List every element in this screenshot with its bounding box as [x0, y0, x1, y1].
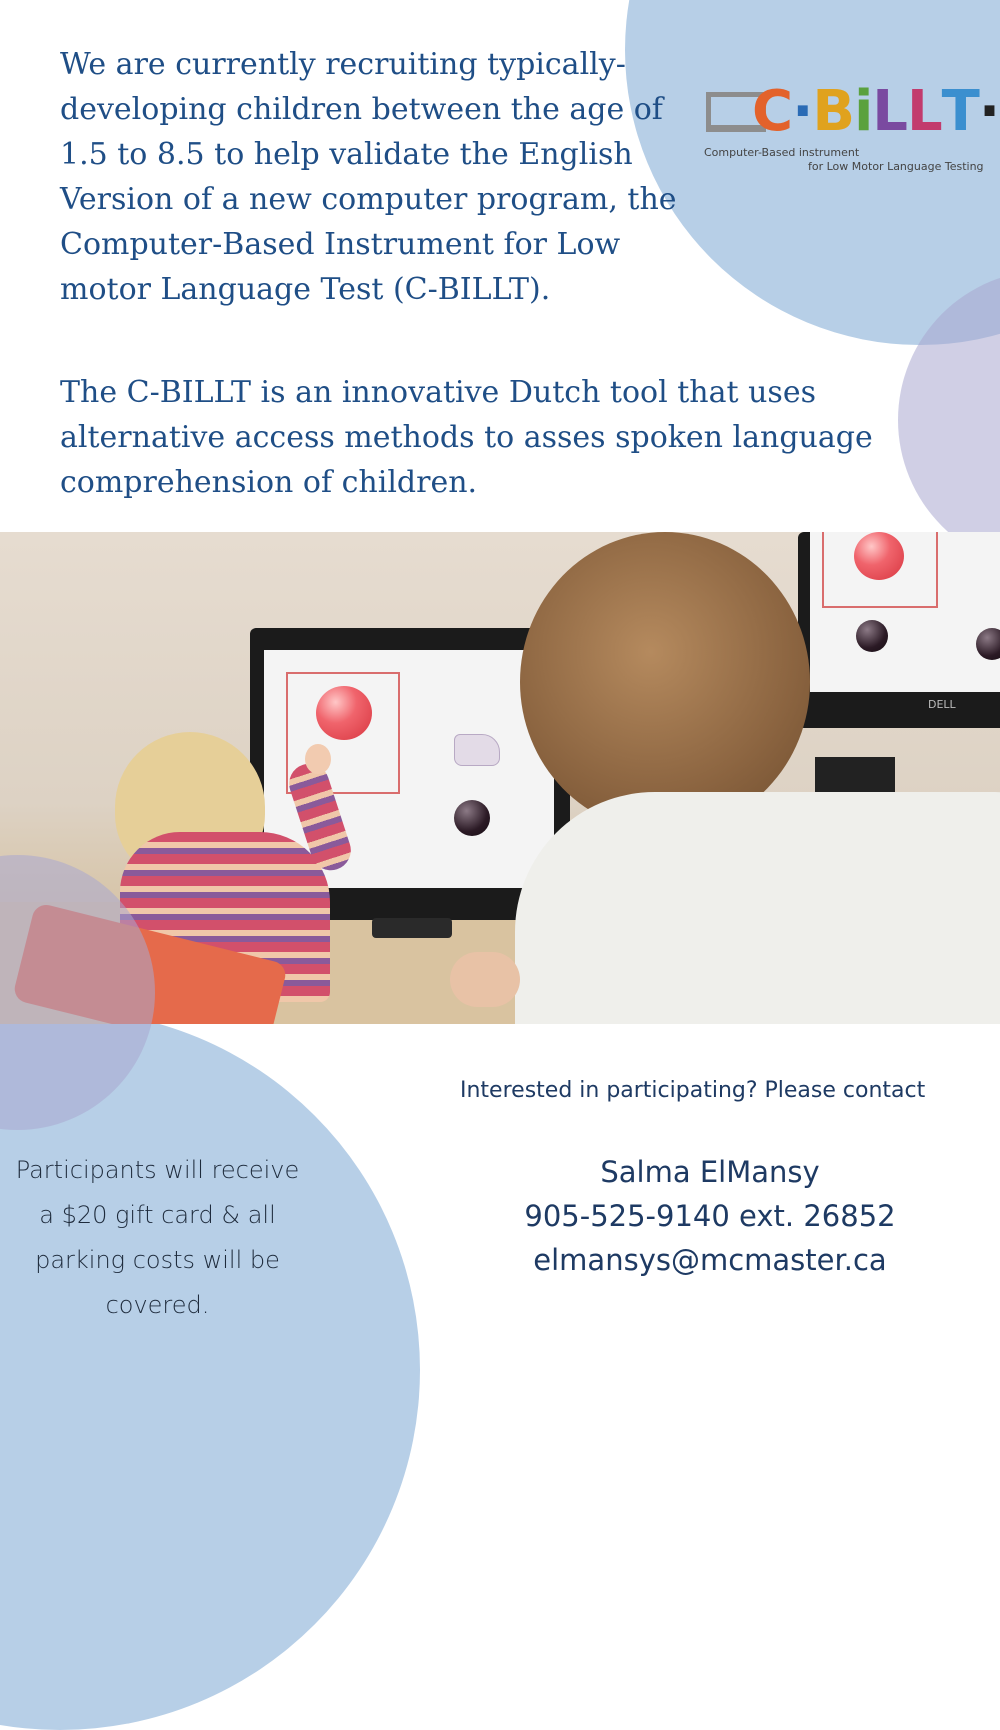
- examiner-monitor: [798, 532, 1000, 728]
- dark-ball: [976, 628, 1000, 660]
- dark-ball: [454, 800, 490, 836]
- contact-name: Salma ElMansy: [600, 1155, 820, 1189]
- red-ball: [316, 686, 372, 740]
- logo-letter: C: [752, 79, 793, 144]
- testing-photo: [0, 532, 1000, 1024]
- contact-phone: 905-525-9140 ext. 26852: [524, 1199, 896, 1233]
- examiner-hair: [520, 532, 810, 832]
- contact-email[interactable]: elmansys@mcmaster.ca: [533, 1243, 887, 1277]
- contact-block: [520, 1150, 900, 1282]
- logo-tagline-line2: for Low Motor Language Testing: [808, 160, 984, 173]
- logo-letter: ·: [792, 79, 813, 144]
- c-billt-logo: [700, 79, 1000, 178]
- logo-wordmark: [752, 80, 999, 144]
- call-to-action-text: Interested in participating? Please contact: [460, 1078, 926, 1103]
- examiner-hand: [450, 952, 520, 1007]
- examiner-screen: [810, 532, 1000, 692]
- child-hand: [305, 744, 331, 774]
- tool-description-text: The C-BILLT is an innovative Dutch tool that uses alternative access methods to asses spoken language comprehension of children.: [60, 375, 873, 500]
- logo-letter: B: [812, 79, 855, 144]
- incentive-text: Participants will receive a $20 gift card & all parking costs will be covered.: [15, 1156, 300, 1319]
- logo-tagline-line1: Computer-Based instrument: [704, 146, 860, 159]
- logo-letter: ·: [978, 79, 1000, 144]
- dark-ball: [856, 620, 888, 652]
- examiner-white-coat: [515, 792, 1000, 1024]
- logo-letter: L: [906, 79, 942, 144]
- red-ball: [854, 532, 904, 580]
- sneaker-image: [454, 734, 500, 766]
- logo-letter: T: [941, 79, 979, 144]
- monitor-brand-label: DELL: [928, 698, 956, 711]
- logo-letter: i: [854, 79, 873, 144]
- monitor-stand: [372, 918, 452, 938]
- recruitment-intro-text: We are currently recruiting typically-developing children between the age of 1.5 to 8.5 to help validate the English Version of a new computer program, the Computer-Based Instrument for Low motor Language Test (C-BILLT).: [60, 47, 677, 307]
- logo-letter: L: [872, 79, 907, 144]
